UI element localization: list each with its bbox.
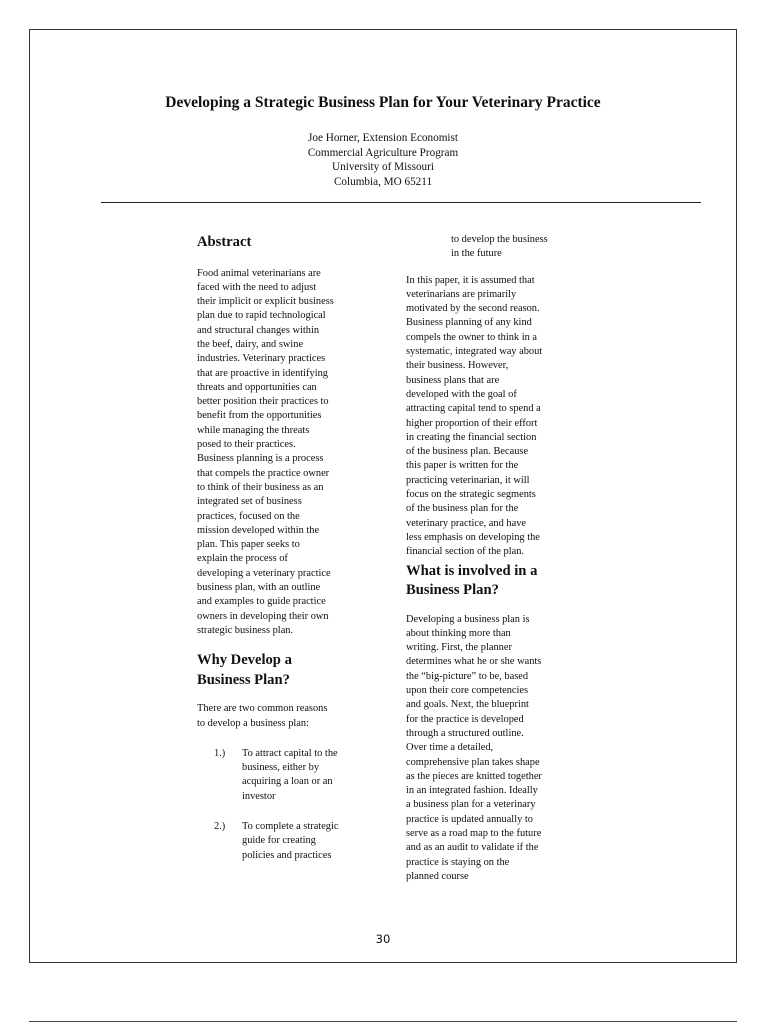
text-line: serve as a road map to the future (406, 827, 542, 839)
text-line: veterinary practice, and have (406, 517, 526, 529)
text-line: while managing the threats (197, 424, 310, 436)
list-item (197, 747, 369, 804)
text-line: integrated set of business (197, 496, 302, 508)
text-line: practicing veterinarian, it will (406, 474, 530, 486)
text-line: in creating the financial section (406, 431, 537, 443)
text-line: to think of their business as an (197, 481, 324, 493)
text-line: business plan, with an outline (197, 582, 321, 594)
list-continuation (406, 233, 578, 262)
text-line: the “big-picture” to be, based (406, 670, 529, 682)
text-line: developing a veterinary practice (197, 567, 331, 579)
list-number: 1.) (214, 747, 226, 759)
document-page (29, 29, 737, 963)
text-line: their business. However, (406, 360, 509, 372)
text-line: a business plan for a veterinary (406, 799, 536, 811)
text-line: and examples to guide practice (197, 596, 326, 608)
text-line: through a structured outline. (406, 727, 524, 739)
text-line: faced with the need to adjust (197, 281, 317, 293)
text-line: of the business plan for the (406, 503, 519, 515)
author-program: Commercial Agriculture Program (307, 146, 459, 159)
text-line: writing. First, the planner (406, 642, 512, 654)
text-line: practices, focused on the (197, 510, 300, 522)
text-line: developed with the goal of (406, 388, 517, 400)
why-heading (197, 651, 369, 690)
text-line: systematic, integrated way about (406, 346, 543, 358)
header-divider (101, 202, 701, 203)
list-text (242, 820, 369, 863)
text-line: business plans that are (406, 374, 500, 386)
text-line: policies and practices (242, 849, 332, 861)
heading-line: What is involved in a (406, 562, 538, 579)
page-number: 30 (375, 932, 391, 946)
text-line: business, either by (242, 762, 320, 774)
assumption-paragraph (406, 274, 578, 560)
author-block (30, 131, 736, 189)
text-line: less emphasis on developing the (406, 531, 540, 543)
author-location: Columbia, MO 65211 (333, 175, 433, 188)
text-line: Over time a detailed, (406, 742, 494, 754)
text-line: practice is staying on the (406, 856, 510, 868)
text-line: To attract capital to the (242, 747, 338, 759)
text-line: Business planning is a process (197, 453, 324, 465)
text-line: this paper is written for the (406, 460, 519, 472)
left-column (197, 233, 369, 863)
abstract-paragraph (197, 267, 369, 639)
text-line: Business planning of any kind (406, 317, 532, 329)
why-intro (197, 702, 369, 731)
text-line: and goals. Next, the blueprint (406, 699, 529, 711)
involved-heading (406, 562, 578, 601)
text-line: To complete a strategic (242, 821, 339, 832)
text-line: attracting capital tend to spend a (406, 403, 541, 415)
list-item (197, 820, 369, 863)
text-line: There are two common reasons (197, 703, 328, 715)
text-line: practice is updated annually to (406, 813, 533, 825)
heading-line: Business Plan? (406, 582, 499, 599)
text-line: compels the owner to think in a (406, 331, 538, 343)
text-line: higher proportion of their effort (406, 417, 538, 429)
author-name: Joe Horner, Extension Economist (308, 132, 458, 144)
text-line: motivated by the second reason. (406, 303, 540, 315)
text-line: and as an audit to validate if the (406, 842, 539, 854)
text-line: planned course (406, 870, 469, 882)
text-line: the beef, dairy, and swine (197, 338, 304, 350)
text-line: Developing a business plan is (406, 613, 530, 625)
text-line: of the business plan. Because (406, 446, 529, 458)
text-line: industries. Veterinary practices (197, 353, 326, 365)
next-page-edge (29, 1021, 737, 1022)
text-line: benefit from the opportunities (197, 410, 322, 422)
text-line: explain the process of (197, 553, 288, 565)
list-number: 2.) (214, 821, 226, 832)
heading-line: Business Plan? (197, 671, 290, 688)
text-line: posed to their practices. (197, 439, 296, 451)
text-line: about thinking more than (406, 627, 511, 639)
text-line: their implicit or explicit business (197, 296, 334, 308)
list-text (242, 747, 369, 804)
text-line: as the pieces are knitted together (406, 770, 542, 782)
author-university: University of Missouri (332, 161, 434, 174)
text-line: plan due to rapid technological (197, 310, 326, 322)
heading-line: Why Develop a (197, 652, 292, 669)
text-line: strategic business plan. (197, 624, 294, 636)
text-line: plan. This paper seeks to (197, 539, 300, 551)
text-line: guide for creating (242, 835, 316, 847)
text-line: that are proactive in identifying (197, 367, 328, 379)
text-line: in an integrated fashion. Ideally (406, 785, 538, 797)
text-line: in the future (451, 248, 502, 260)
involved-paragraph (406, 613, 578, 885)
text-line: owners in developing their own (197, 610, 329, 622)
text-line: In this paper, it is assumed that (406, 274, 535, 286)
text-line: for the practice is developed (406, 713, 524, 725)
text-line: comprehensive plan takes shape (406, 756, 540, 768)
text-line: to develop a business plan: (197, 717, 309, 729)
text-line: better position their practices to (197, 396, 329, 408)
text-line: focus on the strategic segments (406, 489, 536, 501)
text-line: threats and opportunities can (197, 381, 317, 393)
text-line: upon their core competencies (406, 685, 529, 697)
text-line: determines what he or she wants (406, 656, 542, 668)
text-line: financial section of the plan. (406, 546, 525, 558)
text-line: acquiring a loan or an (242, 776, 333, 788)
abstract-heading: Abstract (197, 234, 252, 250)
right-column (406, 233, 578, 884)
document-title: Developing a Strategic Business Plan for Your Veterinary Practice (165, 94, 601, 111)
text-line: Food animal veterinarians are (197, 267, 321, 279)
text-line: that compels the practice owner (197, 467, 330, 479)
text-line: veterinarians are primarily (406, 288, 517, 300)
text-line: mission developed within the (197, 524, 320, 536)
text-line: investor (242, 790, 276, 802)
text-line: and structural changes within (197, 324, 320, 336)
text-line: to develop the business (451, 234, 548, 245)
